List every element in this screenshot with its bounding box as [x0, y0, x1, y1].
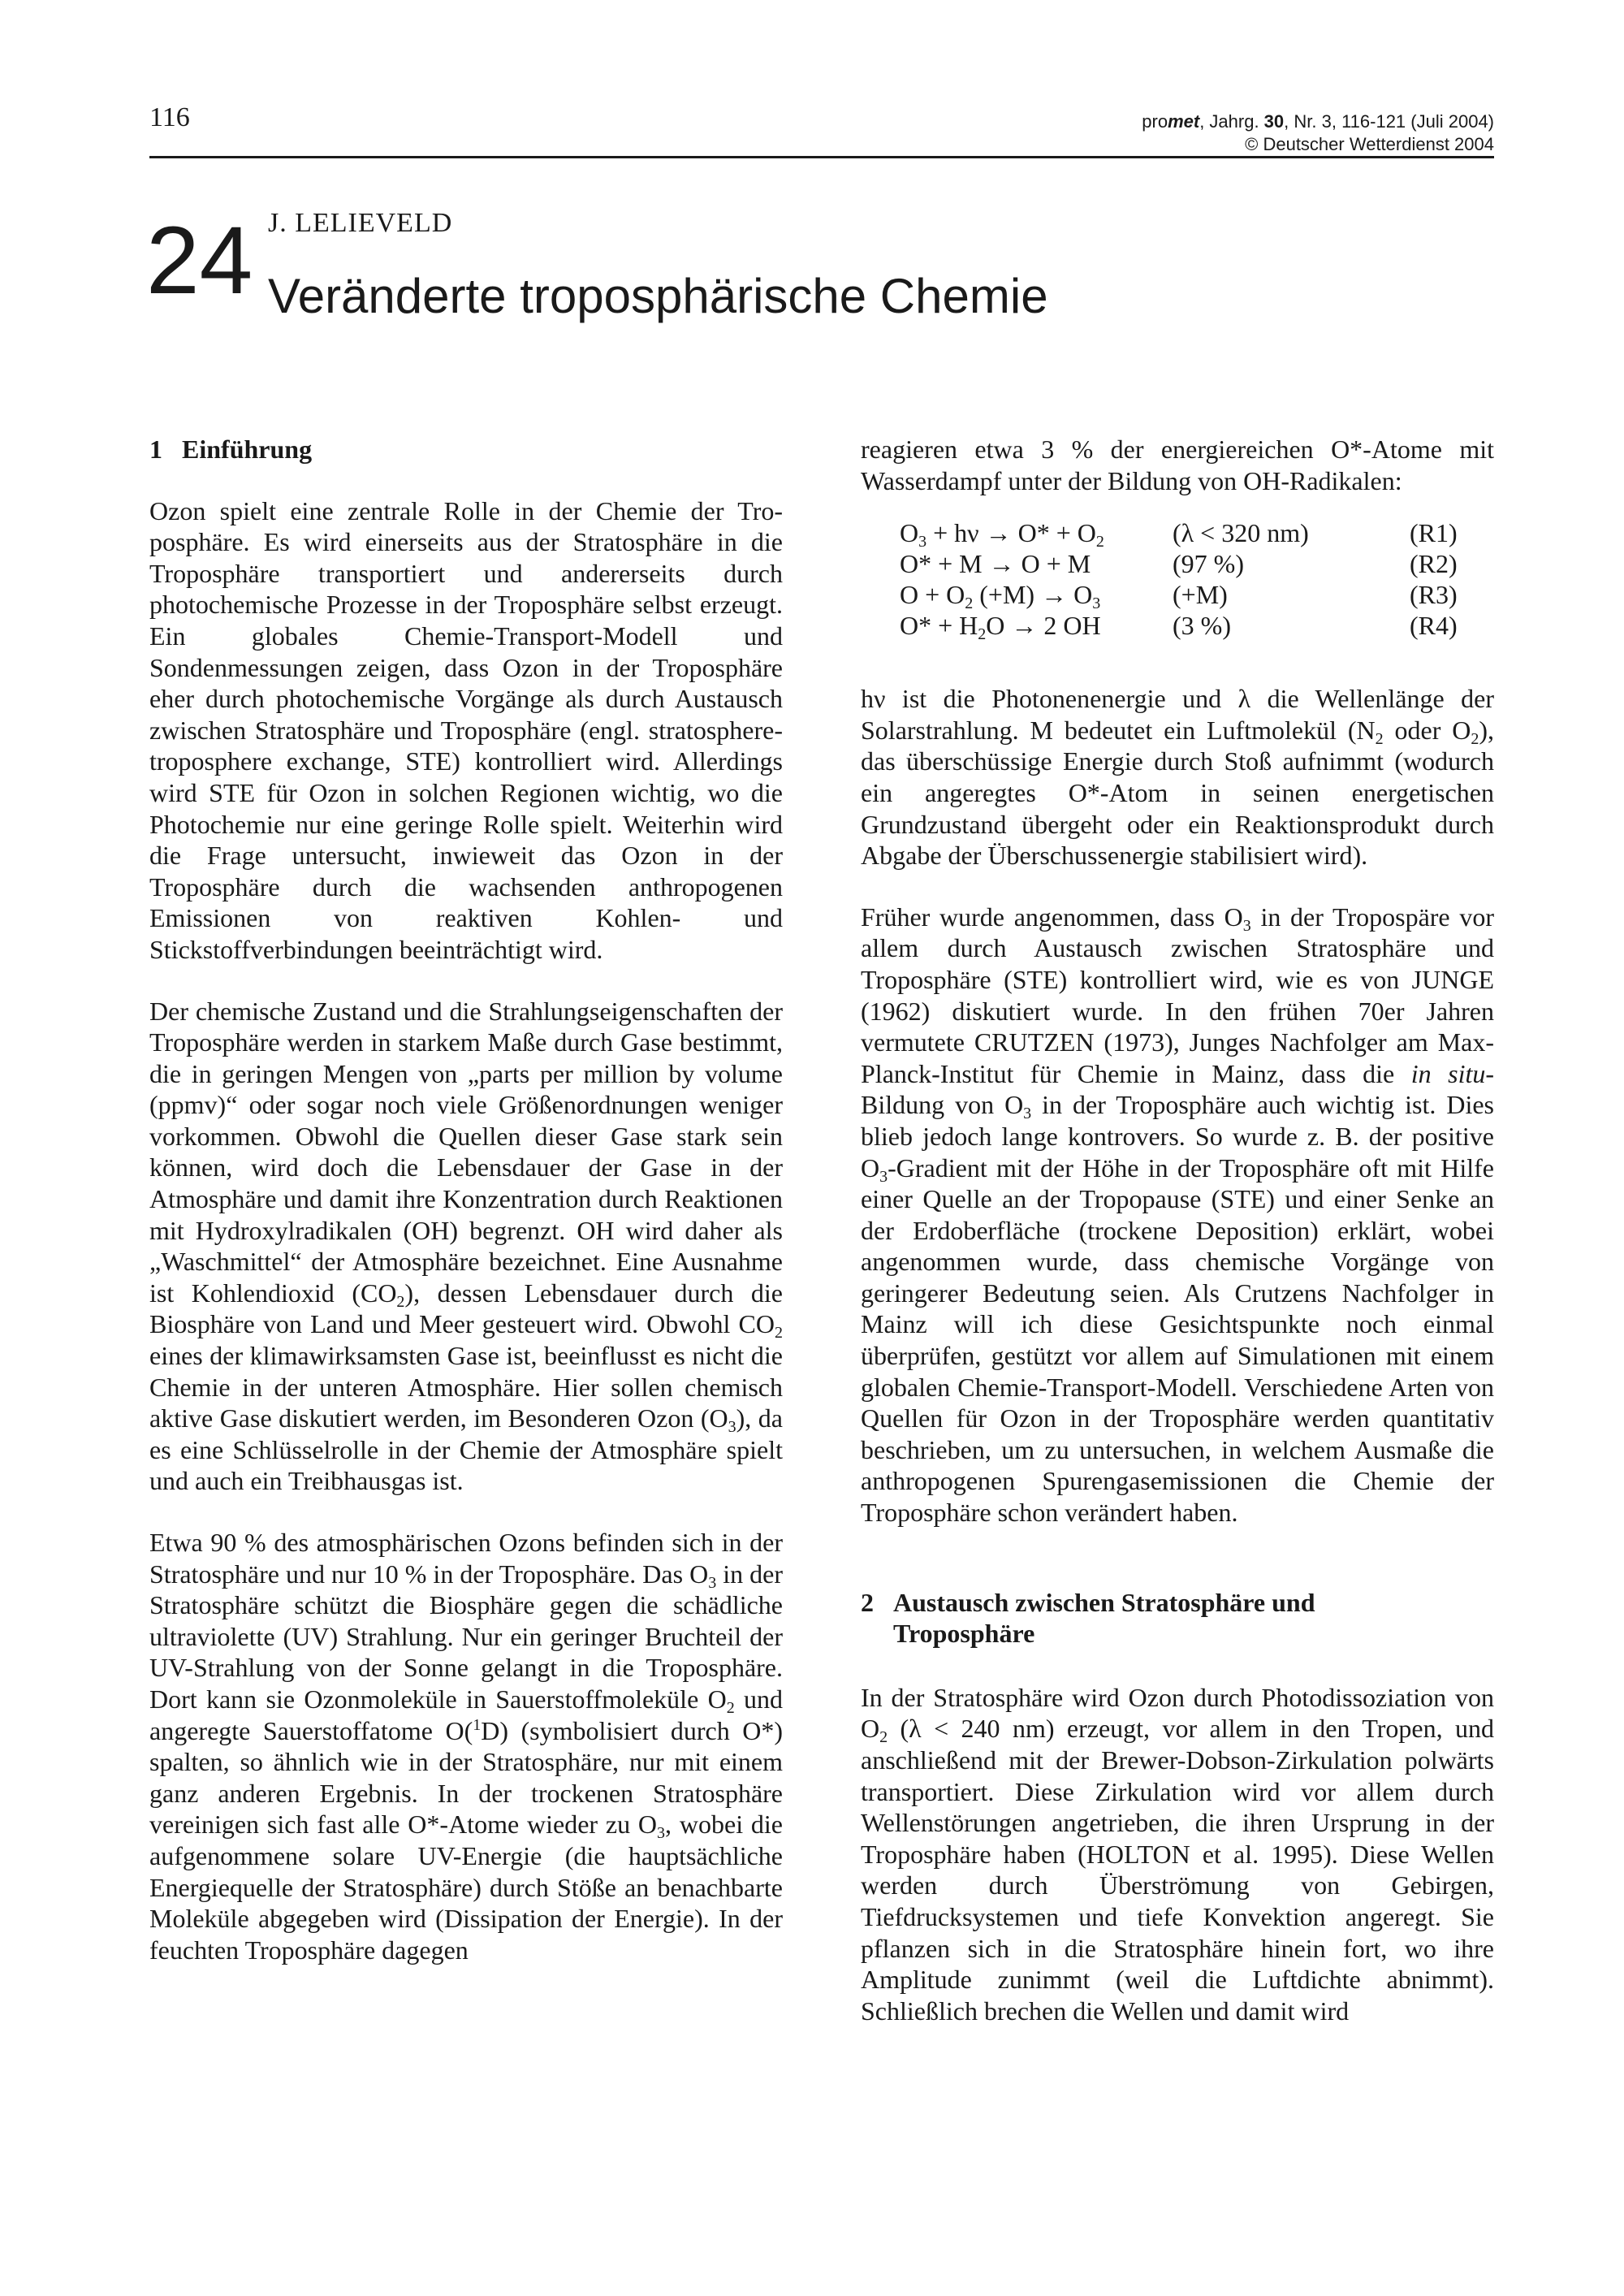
reaction-formula: O* + M → O + M: [900, 549, 1091, 579]
page-number: 116: [149, 102, 190, 132]
reaction-formula: $O* + H_2O \to 2$ OH: [900, 611, 1101, 644]
journal-name-prefix: pro: [1142, 111, 1168, 132]
reaction-label: (R4): [1410, 611, 1458, 641]
reaction-formula: $O_3 + h\nu \to O* + O_2$: [900, 518, 1104, 551]
journal-citation: [1142, 110, 1494, 156]
author: J. LELIEVELD: [268, 208, 453, 238]
paragraph: Der chemische Zustand und die Strahlungseigenschaften der Troposphäre werden in starkem Maße durch Gase bestimmt, die in geringen Mengen von „parts per million by volume (ppmv)“ oder sogar noch viele Größenordnungen weniger vorkommen. Obwohl die Quellen dieser Gase stark sein können, wird doch die Lebensdauer der Gase in der Atmosphäre und damit ihre Konzentration durch Reaktionen mit Hydroxylradikalen (OH) begrenzt. OH wird daher als „Waschmittel“ der Atmosphäre bezeichnet. Eine Ausnahme ist Kohlendioxid $(CO_2)$, dessen Lebensdauer durch die Biosphäre von Land und Meer gesteuert wird. Obwohl $CO_2$ eines der klimawirksamsten Gase ist, beeinflusst es nicht die Chemie in der unteren Atmosphäre. Hier sollen chemisch aktive Gase diskutiert werden, im Besonderen Ozon $(O_3)$, da es eine Schlüsselrolle in der Chemie der Atmosphäre spielt und auch ein Treibhausgas ist.: [149, 996, 784, 1496]
reaction-condition: (λ < 320 nm): [1173, 518, 1309, 548]
paragraph: Ozon spielt eine zentrale Rolle in der Chemie der Troposphäre. Es wird einerseits aus der Stratosphäre in die Troposphäre transportiert und andererseits durch photochemische Prozesse in der Troposphäre selbst erzeugt. Ein globales Chemie-Transport-Modell und Sondenmessungen zeigen, dass Ozon in der Troposphäre eher durch photochemische Vorgänge als durch Austausch zwischen Stratosphäre und Troposphäre (engl. stratosphere-troposphere exchange, STE) kontrolliert wird. Allerdings wird STE für Ozon in solchen Regionen wichtig, wo die Photochemie nur eine geringe Rolle spielt. Weiterhin wird die Frage untersucht, inwieweit das Ozon in der Troposphäre durch die wachsenden anthropogenen Emissionen von reaktiven Kohlen- und Stickstoffverbindungen beeinträchtigt wird.: [149, 495, 783, 964]
reaction-condition: (3 %): [1173, 611, 1231, 641]
section-number: 1: [149, 435, 162, 464]
section-number: 2: [861, 1587, 874, 1617]
right-column: [861, 434, 1494, 2056]
paragraph: Etwa 90 % des atmosphärischen Ozons befinden sich in der Stratosphäre und nur 10 % in der Troposphäre. Das $O_3$ in der Stratosphäre schützt die Biosphäre gegen die schädliche ultraviolette (UV) Strahlung. Nur ein geringer Bruchteil der UV-Strahlung von der Sonne gelangt in die Troposphäre. Dort kann sie Ozonmoleküle in Sauerstoffmoleküle $O_2$ und angeregte Sauerstoffatome O($^1$D) (symbolisiert durch O*) spalten, so ähnlich wie in der Stratosphäre, nur mit einem ganz anderen Ergebnis. In der trockenen Stratosphäre vereinigen sich fast alle O*-Atome wieder zu $O_3$, wobei die aufgenommene solare UV-Energie (die hauptsächliche Energiequelle der Stratosphäre) durch Stöße an benachbarte Moleküle abgegeben wird (Dissipation der Energie). In der feuchten Troposphäre dagegen: [149, 1528, 784, 1965]
paragraph: reagieren etwa 3 % der energiereichen O*-Atome mit Wasserdampf unter der Bildung von OH-Radikalen:: [861, 435, 1494, 495]
reaction-label: (R3): [1410, 580, 1458, 610]
reaction-label: (R1): [1410, 518, 1458, 548]
journal-rest: , Jahrg.: [1199, 111, 1264, 132]
reaction-row: [900, 548, 1478, 579]
paragraph: Früher wurde angenommen, dass $O_3$ in der Tropospäre vor allem durch Austausch zwischen Stratosphäre und Troposphäre (STE) kontrolliert wird, wie es von JUNGE (1962) diskutiert wurde. In den frühen 70er Jahren vermutete CRUTZEN (1973), Junges Nachfolger am Max-Planck-Institut für Chemie in Mainz, dass die in situ-Bildung von $O_3$ in der Troposphäre auch wichtig ist. Dies blieb jedoch lange kontrovers. So wurde z. B. der positive $O_3$-Gradient mit der Höhe in der Troposphäre oft mit Hilfe einer Quelle an der Tropopause (STE) und einer Senke an der Erdoberfläche (trockene Deposition) erklärt, wobei angenommen wurde, dass chemische Vorgänge von geringerer Bedeutung seien. Als Crutzens Nachfolger in Mainz will ich diese Gesichtspunkte noch einmal überprüfen, gestützt vor allem auf Simulationen mit einem globalen Chemie-Transport-Modell. Verschiedene Arten von Quellen für Ozon in der Troposphäre werden quantitativ beschrieben, um zu untersuchen, in welchem Ausmaße die anthropogenen Spurengasemissionen die Chemie der Troposphäre schon verändert haben.: [861, 902, 1495, 1528]
journal-volume: 30: [1263, 111, 1285, 132]
reaction-condition: (+M): [1173, 580, 1228, 610]
reaction-row: [900, 610, 1478, 641]
section-heading-2: [861, 1587, 1494, 1650]
section-heading-1: [149, 434, 783, 465]
paragraph: In der Stratosphäre wird Ozon durch Photodissoziation von $O_2$ (λ < 240 nm) erzeugt, vor allem in den Tropen, und anschließend mit der Brewer-Dobson-Zirkulation polwärts transportiert. Diese Zirkulation wird vor allem durch Wellenstörungen angetrieben, die ihren Ursprung in der Troposphäre haben (HOLTON et al. 1995). Diese Wellen werden durch Überströmung von Gebirgen, Tiefdrucksystemen und tiefe Konvektion angeregt. Sie pflanzen sich in die Stratosphäre hinein fort, wo ihre Amplitude zunimmt (weil die Luftdichte abnimmt). Schließlich brechen die Wellen und damit wird: [861, 1682, 1494, 2026]
paragraph: hν ist die Photonenenergie und λ die Wellenlänge der Solarstrahlung. M bedeutet ein Luftmolekül ($N_2$ oder $O_2$), das überschüssige Energie durch Stoß aufnimmt (wodurch ein angeregtes O*-Atom in seinen energetischen Grundzustand übergeht oder ein Reaktionsprodukt durch Abgabe der Überschussenergie stabilisiert wird).: [861, 684, 1495, 871]
copyright: © Deutscher Wetterdienst 2004: [1245, 134, 1494, 154]
reaction-condition: (97 %): [1173, 549, 1244, 579]
reaction-formula: $O + O_2$ $(+M) \to O_3$: [900, 580, 1101, 613]
header-rule: [149, 156, 1494, 158]
left-column: [149, 434, 783, 1995]
section-title: Austausch zwischen Stratosphäre und Troposphäre: [893, 1587, 1315, 1649]
chapter-number: 24: [146, 207, 253, 314]
reaction-row: [900, 579, 1478, 610]
journal-name-emphasis: met: [1168, 111, 1200, 132]
article-title: Veränderte troposphärische Chemie: [268, 269, 1048, 323]
reaction-equations: [900, 517, 1478, 644]
journal-issue: , Nr. 3, 116-121 (Juli 2004): [1284, 111, 1494, 132]
reaction-label: (R2): [1410, 549, 1458, 579]
section-title: Einführung: [182, 435, 313, 464]
reaction-row: [900, 517, 1478, 548]
